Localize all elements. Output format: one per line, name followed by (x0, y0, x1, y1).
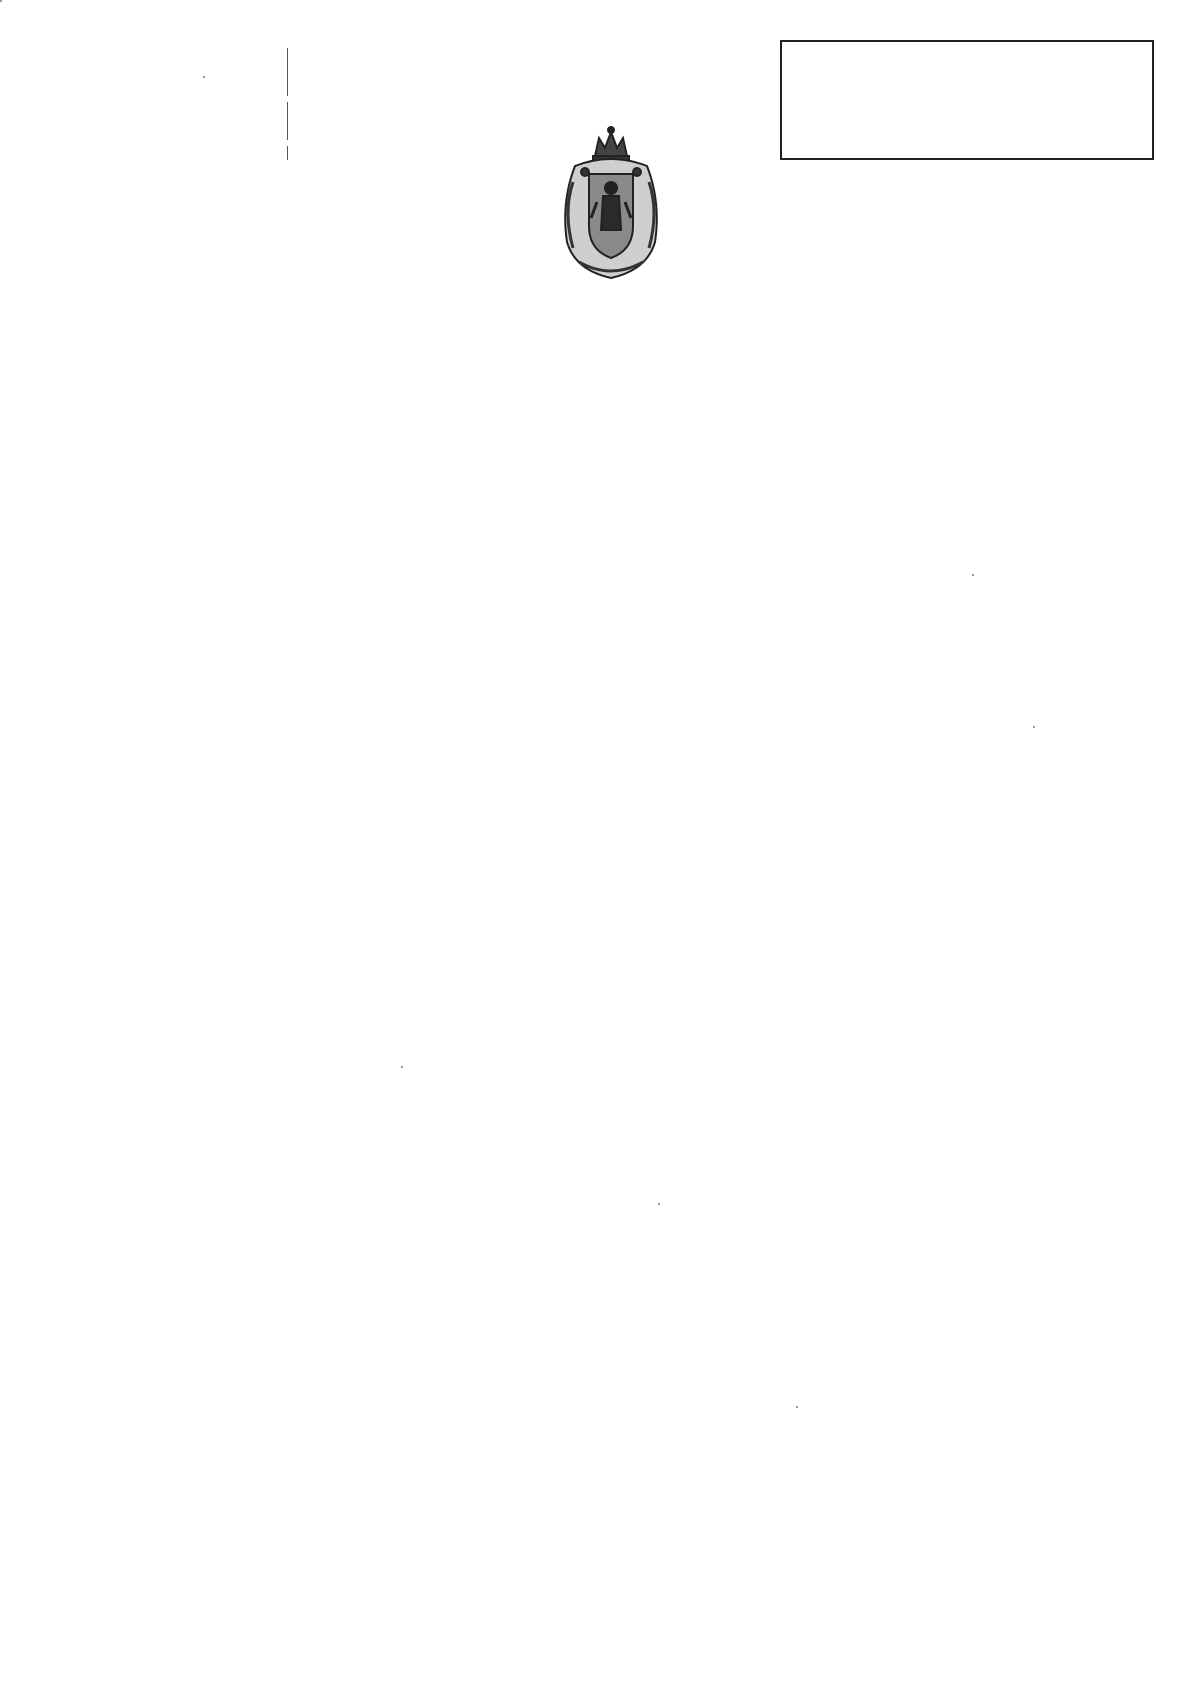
scan-speck (1033, 726, 1035, 728)
scan-speck (203, 76, 205, 78)
margin-mark (287, 48, 288, 96)
scan-speck (972, 574, 974, 576)
scan-speck (796, 1406, 798, 1408)
margin-mark (287, 102, 288, 140)
coat-of-arms-icon (555, 122, 667, 280)
scan-speck (401, 1066, 403, 1068)
margin-mark (287, 146, 288, 160)
registration-stamp (780, 40, 1154, 160)
scan-speck (658, 1203, 660, 1205)
